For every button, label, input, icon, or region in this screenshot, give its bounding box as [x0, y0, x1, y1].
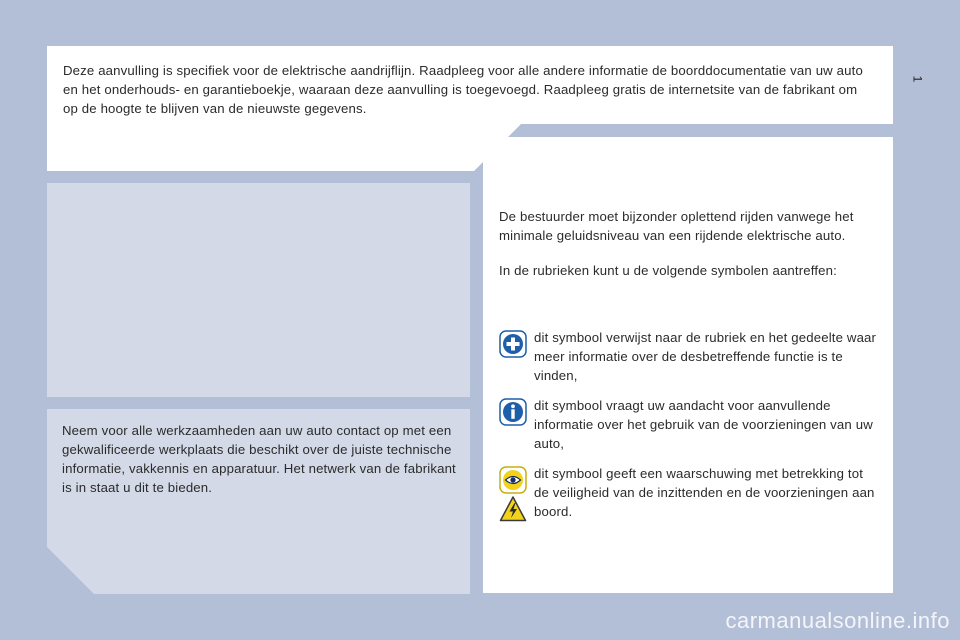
page-number: 1 [910, 75, 925, 83]
intro-paragraph: Deze aanvulling is specifiek voor de elektrische aandrijflijn. Raadpleeg voor alle andere informatie de boorddocumentatie van uw auto en het onderhouds- en garantieboekje, waaraan deze aanvulling is toegevoegd. Raadpleeg gratis de internetsite van de fabrikant om op de hoogte te blijven van de nieuwste gegevens. [63, 63, 863, 116]
driver-caution-text: De bestuurder moet bijzonder oplettend rijden vanwege het minimale geluidsniveau van een rijdende elektrische auto. [499, 209, 854, 243]
electric-hazard-icon [499, 495, 527, 523]
watermark: carmanualsonline.info [725, 608, 950, 633]
image-placeholder-panel [47, 183, 470, 397]
eye-warning-icon [499, 466, 527, 494]
workshop-paragraph: Neem voor alle werkzaamheden aan uw auto contact op met een gekwalificeerde werkplaats die beschikt over de juiste technische informatie, vakkennis en apparatuur. Het netwerk van de fabrikant is in staat u dit te bieden. [62, 423, 456, 495]
plus-icon [499, 330, 527, 358]
symbol-plus-text: dit symbool verwijst naar de rubriek en het gedeelte waar meer informatie over de desbetreffende functie is te vinden, [534, 330, 877, 383]
symbol-info-text: dit symbool vraagt uw aandacht voor aanvullende informatie over het gebruik van de voorzieningen van uw auto, [534, 398, 873, 451]
info-icon [499, 398, 527, 426]
symbols-intro-text: In de rubrieken kunt u de volgende symbolen aantreffen: [499, 263, 837, 278]
symbol-warning-text: dit symbool geeft een waarschuwing met betrekking tot de veiligheid van de inzittenden en de voorzieningen aan boord. [534, 466, 875, 519]
